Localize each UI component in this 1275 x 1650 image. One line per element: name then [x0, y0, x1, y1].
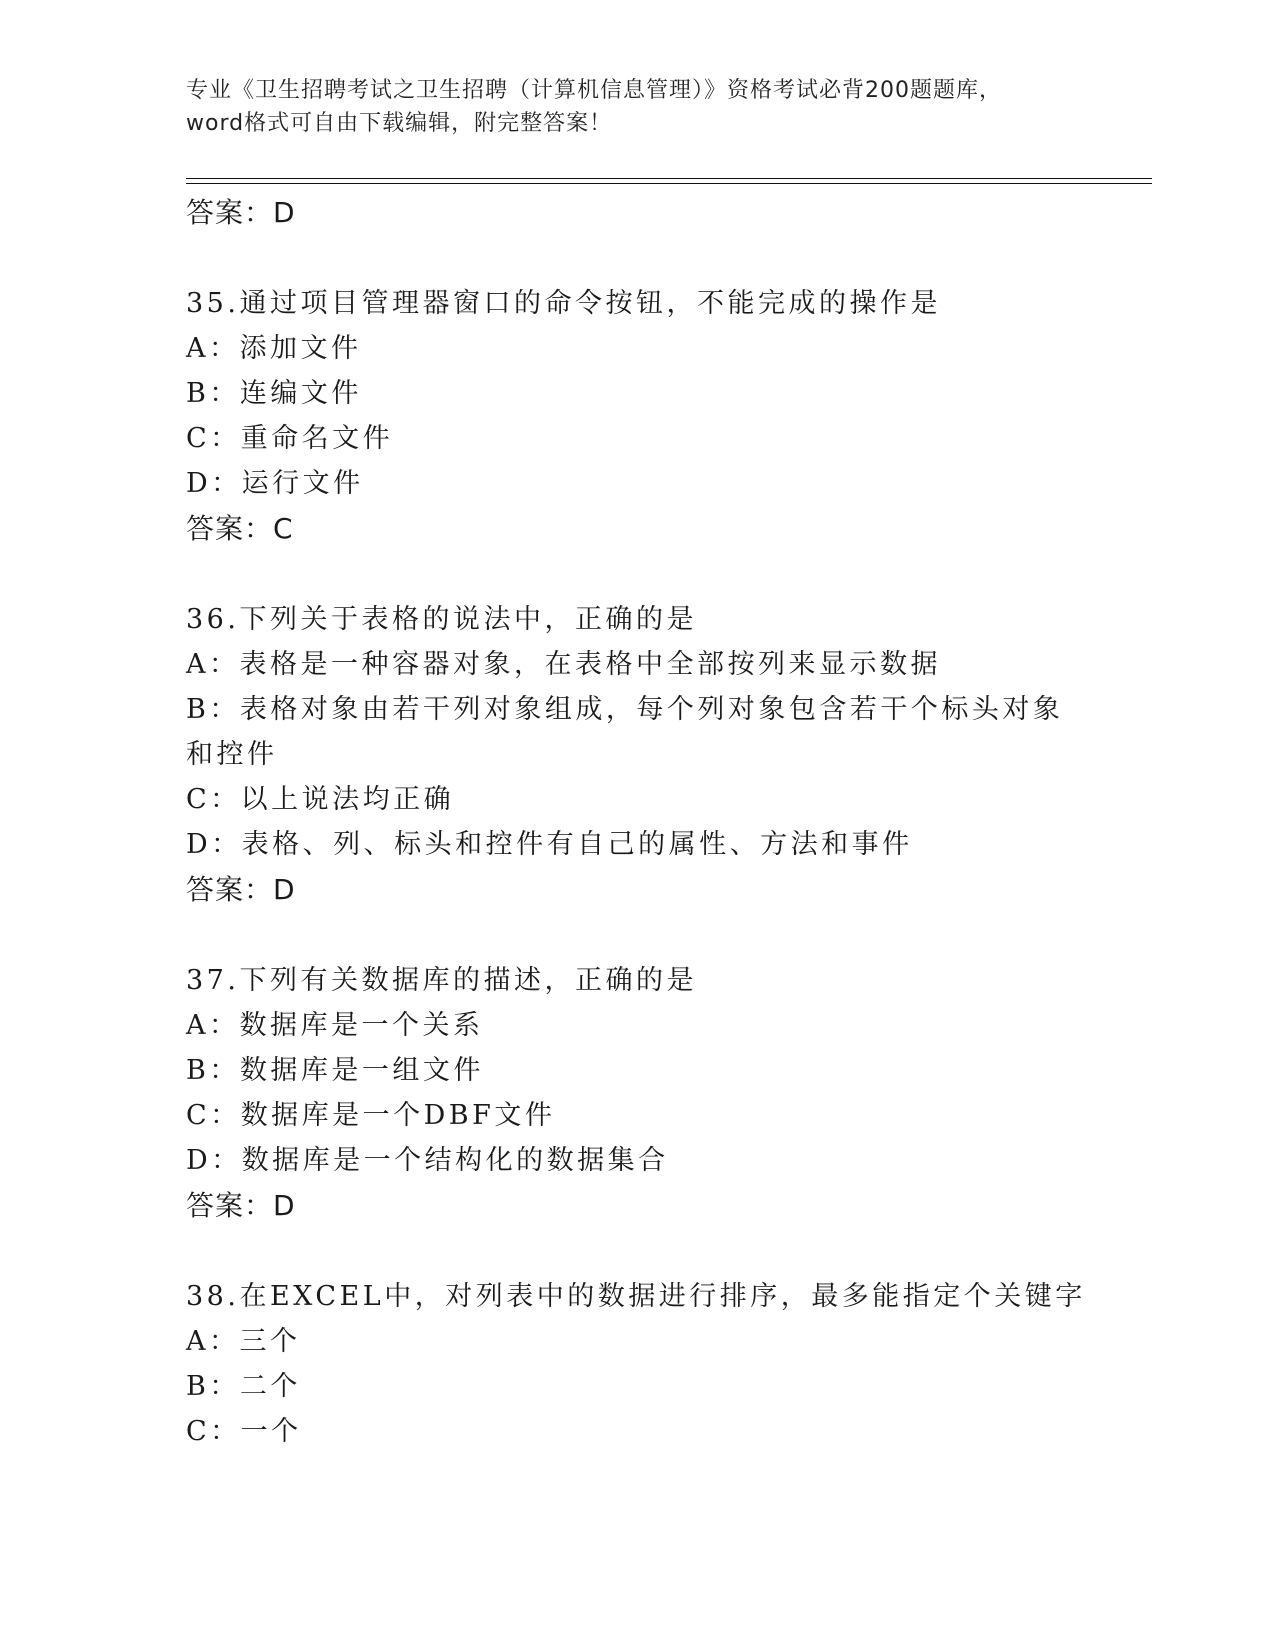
document-header: [186, 74, 1086, 140]
question-37: [186, 958, 1086, 1228]
question-stem: 35.通过项目管理器窗口的命令按钮，不能完成的操作是: [186, 288, 941, 319]
answer-line: 答案：D: [186, 196, 296, 229]
question-36: [186, 597, 1086, 912]
option-b: B：连编文件: [186, 378, 362, 409]
question-stem: 37.下列有关数据库的描述，正确的是: [186, 965, 697, 996]
question-stem: 38.在EXCEL中，对列表中的数据进行排序，最多能指定个关键字: [186, 1281, 1086, 1312]
option-b: B：二个: [186, 1371, 301, 1402]
option-d: D：数据库是一个结构化的数据集合: [186, 1145, 669, 1176]
option-a: A：表格是一种容器对象，在表格中全部按列来显示数据: [186, 649, 941, 680]
option-a: A：数据库是一个关系: [186, 1010, 484, 1041]
option-c: C：一个: [186, 1416, 302, 1447]
question-list: [186, 190, 1086, 1454]
option-a: A：三个: [186, 1326, 301, 1357]
answer-line: 答案：D: [186, 873, 296, 906]
answer-line: 答案：C: [186, 512, 294, 545]
answer-line: 答案：D: [186, 1189, 296, 1222]
header-line-1: 专业《卫生招聘考试之卫生招聘（计算机信息管理）》资格考试必背200题题库，: [186, 78, 1002, 103]
option-c: C：重命名文件: [186, 423, 394, 454]
question-stem: 36.下列关于表格的说法中，正确的是: [186, 604, 697, 635]
option-c: C：以上说法均正确: [186, 784, 455, 815]
header-line-2: word格式可自由下载编辑，附完整答案！: [186, 111, 613, 136]
header-divider: [186, 178, 1152, 184]
option-c: C：数据库是一个DBF文件: [186, 1100, 556, 1131]
question-35: [186, 281, 1086, 551]
option-d: D：运行文件: [186, 468, 364, 499]
option-d: D：表格、列、标头和控件有自己的属性、方法和事件: [186, 829, 913, 860]
option-b: B：数据库是一组文件: [186, 1055, 484, 1086]
option-b: B：表格对象由若干列对象组成，每个列对象包含若干个标头对象和控件: [186, 694, 1064, 770]
option-a: A：添加文件: [186, 333, 362, 364]
question-38: [186, 1274, 1086, 1454]
